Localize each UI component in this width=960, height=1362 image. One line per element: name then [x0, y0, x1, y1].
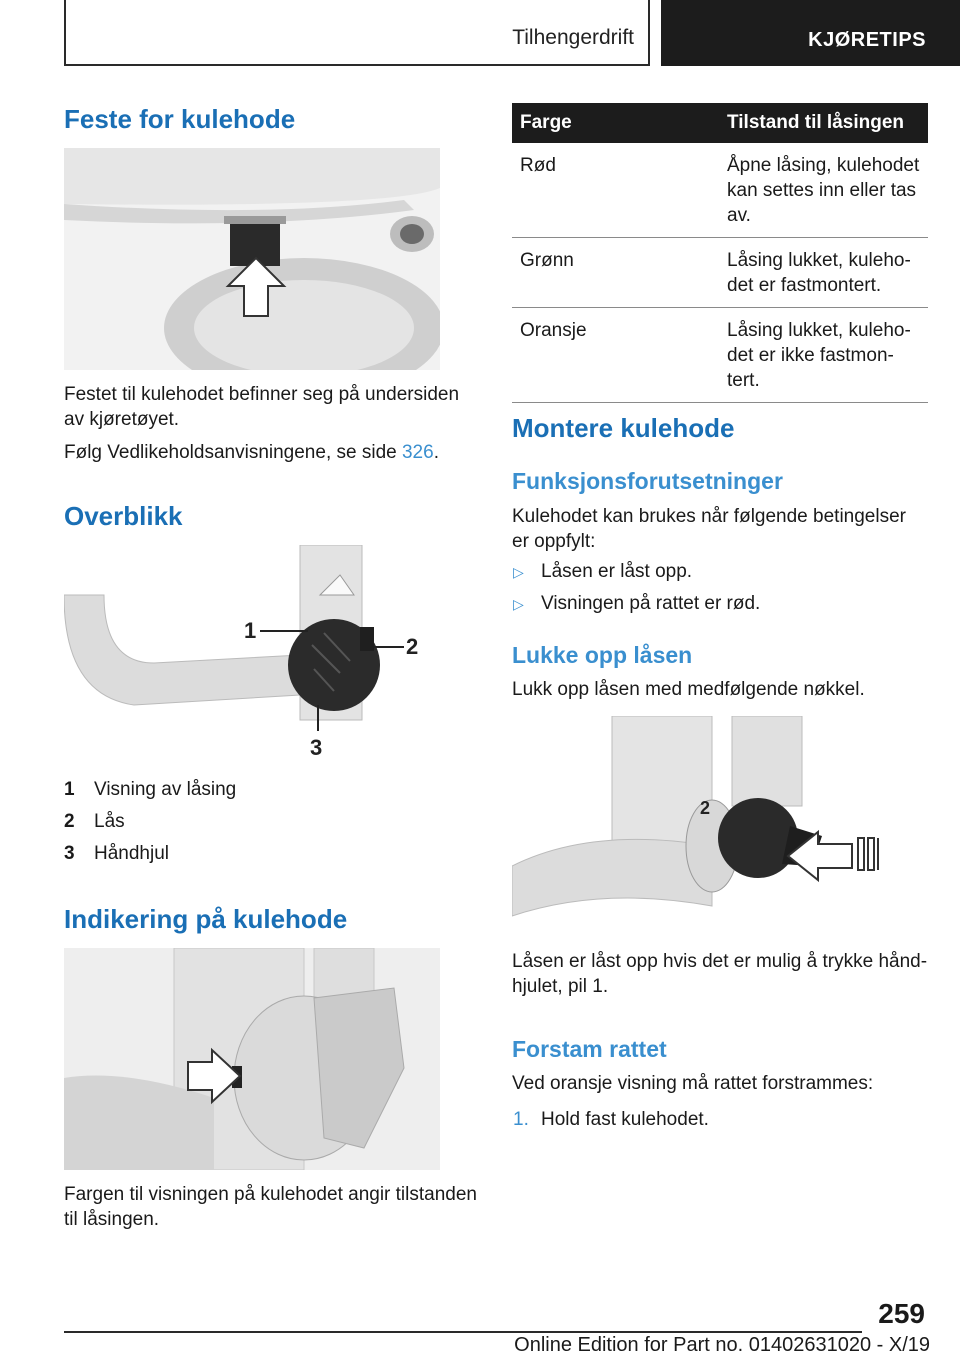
callout-1: 1 [244, 618, 257, 643]
chapter-title: KJØRETIPS [808, 29, 926, 51]
column-header-tilstand: Tilstand til låsingen [727, 112, 905, 133]
forstam-paragraph: Ved oransje visning må rattet forstrammes: [512, 1073, 874, 1094]
feste-paragraph-1: Festet til kulehodet befinner seg på undersiden av kjøretøyet. [64, 384, 460, 430]
legend-number: 2 [64, 811, 75, 832]
step-item [513, 1109, 709, 1131]
figure-label-1: 1 [804, 841, 816, 863]
callout-3: 3 [310, 735, 323, 760]
page-number: 259 [878, 1298, 925, 1329]
figure-indicator [64, 948, 440, 1170]
bullet-triangle-icon: ▷ [513, 564, 524, 580]
table-header [512, 103, 928, 143]
cell-color: Grønn [520, 250, 574, 271]
heading-feste: Feste for kulehode [64, 104, 296, 134]
table-row [512, 308, 928, 403]
figure-overview [64, 545, 440, 767]
cell-color: Rød [520, 155, 556, 176]
table-row [512, 143, 928, 238]
bullet-triangle-icon: ▷ [513, 596, 524, 612]
cell-color: Oransje [520, 320, 587, 341]
heading-forstam: Forstam rattet [512, 1036, 667, 1062]
bullet-item [513, 561, 692, 583]
footer-edition: Online Edition for Part no. 01402631020 - X/19 [514, 1334, 930, 1356]
legend-item [64, 838, 236, 870]
lukke-paragraph: Lukk opp låsen med medfølgende nøkkel. [512, 679, 865, 700]
figure-unlock [512, 716, 888, 938]
step-text: Hold fast kulehodet. [541, 1109, 709, 1130]
figure-bumper [64, 148, 440, 370]
header-section-box [64, 0, 650, 66]
legend-number: 3 [64, 843, 75, 864]
heading-montere: Montere kulehode [512, 413, 735, 443]
legend-text: Lås [94, 811, 125, 832]
figure-label-2: 2 [700, 798, 711, 818]
cell-state: Låsing lukket, kuleho-det er ikke fastmon-tert. [727, 320, 911, 391]
heading-lukke: Lukke opp låsen [512, 642, 693, 668]
footer-divider [64, 1331, 862, 1333]
heading-funksjon: Funksjonsforutsetninger [512, 468, 783, 494]
funksjon-paragraph: Kulehodet kan brukes når følgende betingelser er oppfylt: [512, 506, 906, 552]
feste-p2-text: Følg Vedlikeholdsanvisningene, se side [64, 442, 402, 463]
legend-text: Håndhjul [94, 843, 169, 864]
indikering-paragraph: Fargen til visningen på kulehodet angir tilstanden til låsingen. [64, 1184, 477, 1230]
legend-item [64, 806, 236, 838]
header-chapter-box [661, 0, 960, 66]
section-title: Tilhengerdrift [512, 26, 634, 49]
page-link[interactable]: 326 [401, 442, 434, 463]
step-number: 1. [513, 1109, 529, 1130]
lasen-paragraph: Låsen er låst opp hvis det er mulig å trykke hånd-hjulet, pil 1. [512, 951, 928, 997]
heading-indikering: Indikering på kulehode [64, 904, 348, 934]
feste-paragraph-2 [64, 440, 474, 465]
bullet-text: Låsen er låst opp. [541, 561, 693, 582]
legend-text: Visning av låsing [94, 779, 237, 800]
bullet-item [513, 593, 760, 615]
callout-2: 2 [406, 634, 419, 659]
cell-state: Åpne låsing, kulehodet kan settes inn eller tas av. [727, 155, 920, 226]
table-row [512, 238, 928, 308]
legend-number: 1 [64, 779, 75, 800]
feste-p2-end: . [433, 442, 439, 463]
bullet-text: Visningen på rattet er rød. [541, 593, 761, 614]
legend-item [64, 774, 236, 806]
cell-state: Låsing lukket, kuleho-det er fastmontert. [727, 250, 911, 296]
lock-state-table [512, 103, 928, 403]
heading-overblikk: Overblikk [64, 501, 183, 531]
column-header-farge: Farge [520, 112, 572, 133]
overview-legend [64, 774, 236, 870]
